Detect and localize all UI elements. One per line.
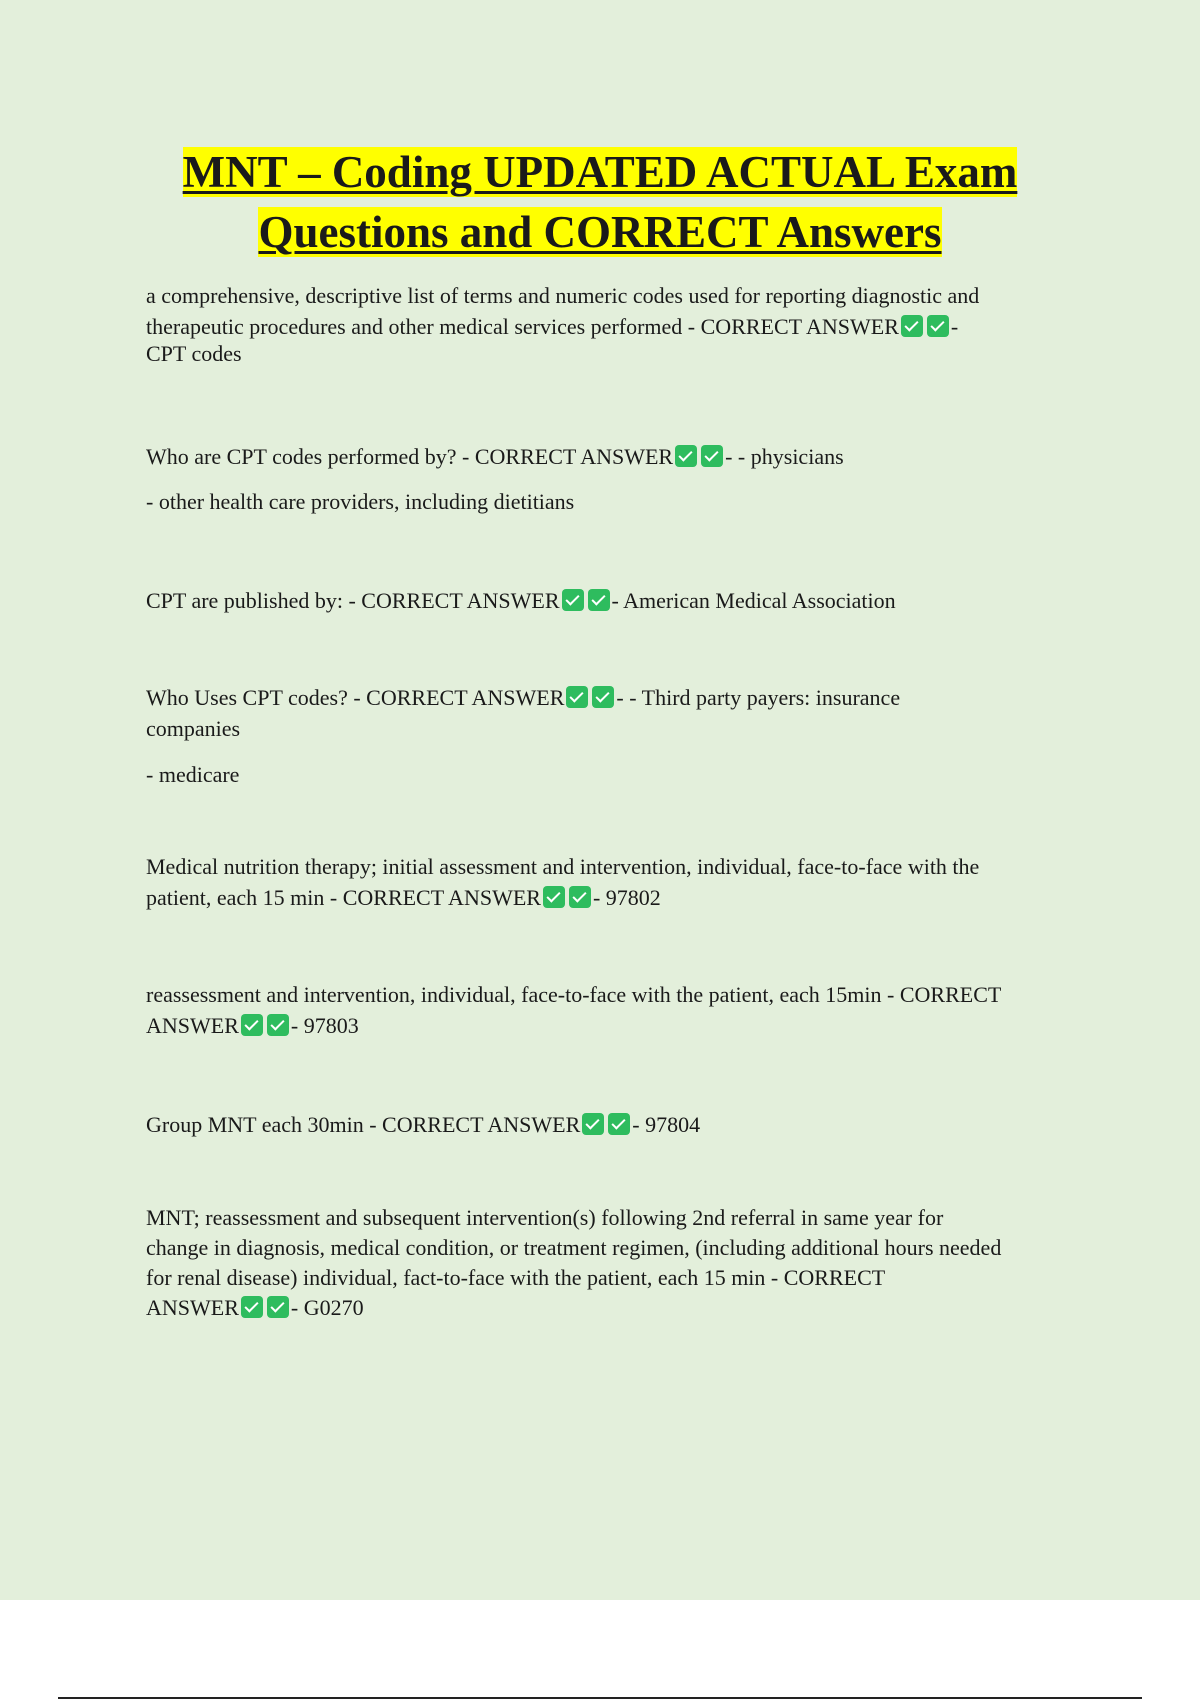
question-text: Group MNT each 30min - CORRECT ANSWER	[146, 1112, 581, 1137]
question-text: MNT; reassessment and subsequent intervention(s) following 2nd referral in same year for	[146, 1205, 944, 1230]
qa-item-1	[146, 280, 1096, 369]
check-icon	[241, 1014, 263, 1036]
check-icon	[562, 589, 584, 611]
document-title	[100, 142, 1100, 262]
check-icon	[927, 315, 949, 337]
answer-text: - 97804	[632, 1112, 701, 1137]
answer-text: - - Third party payers: insurance	[616, 685, 901, 710]
answer-text: companies	[146, 716, 241, 741]
answer-detail: - medicare	[146, 762, 240, 787]
check-icon	[566, 686, 588, 708]
check-icon	[241, 1296, 263, 1318]
question-text: a comprehensive, descriptive list of terms and numeric codes used for reporting diagnostic and	[146, 283, 980, 308]
check-icon	[588, 589, 610, 611]
question-text: therapeutic procedures and other medical services performed - CORRECT ANSWER	[146, 314, 899, 339]
qa-item-4	[146, 682, 1096, 790]
question-text: reassessment and intervention, individual, face-to-face with the patient, each 15min - CORRECT	[146, 982, 1002, 1007]
answer-text: - G0270	[290, 1295, 364, 1320]
check-icon	[267, 1296, 289, 1318]
title-line-2: Questions and CORRECT Answers	[258, 207, 942, 257]
check-icon	[582, 1113, 604, 1135]
check-icon	[569, 886, 591, 908]
title-line-1: MNT – Coding UPDATED ACTUAL Exam	[182, 147, 1018, 197]
qa-item-3	[146, 585, 1096, 616]
answer-text: - - physicians	[725, 444, 844, 469]
answer-text: -	[950, 314, 959, 339]
answer-text: - American Medical Association	[611, 588, 896, 613]
footer-divider	[58, 1697, 1142, 1699]
check-icon	[543, 886, 565, 908]
answer-text: - 97802	[592, 885, 661, 910]
qa-item-5	[146, 851, 1096, 913]
question-text: Who are CPT codes performed by? - CORRECT ANSWER	[146, 444, 674, 469]
check-icon	[701, 445, 723, 467]
check-icon	[901, 315, 923, 337]
answer-text: - 97803	[290, 1013, 359, 1038]
question-text: CPT are published by: - CORRECT ANSWER	[146, 588, 560, 613]
question-text: Medical nutrition therapy; initial assessment and intervention, individual, face-to-face with the	[146, 854, 980, 879]
qa-item-7	[146, 1109, 1096, 1140]
question-text: Who Uses CPT codes? - CORRECT ANSWER	[146, 685, 565, 710]
check-icon	[675, 445, 697, 467]
qa-item-6	[146, 979, 1096, 1041]
question-text: patient, each 15 min - CORRECT ANSWER	[146, 885, 541, 910]
question-text: ANSWER	[146, 1013, 239, 1038]
answer-text: CPT codes	[146, 341, 242, 366]
question-text: change in diagnosis, medical condition, or treatment regimen, (including additional hours needed	[146, 1235, 1002, 1260]
check-icon	[592, 686, 614, 708]
answer-detail: - other health care providers, including dietitians	[146, 489, 575, 514]
question-text: for renal disease) individual, fact-to-face with the patient, each 15 min - CORRECT	[146, 1265, 886, 1290]
qa-item-2	[146, 441, 1096, 517]
question-text: ANSWER	[146, 1295, 239, 1320]
check-icon	[267, 1014, 289, 1036]
qa-item-8	[146, 1203, 1096, 1323]
check-icon	[608, 1113, 630, 1135]
